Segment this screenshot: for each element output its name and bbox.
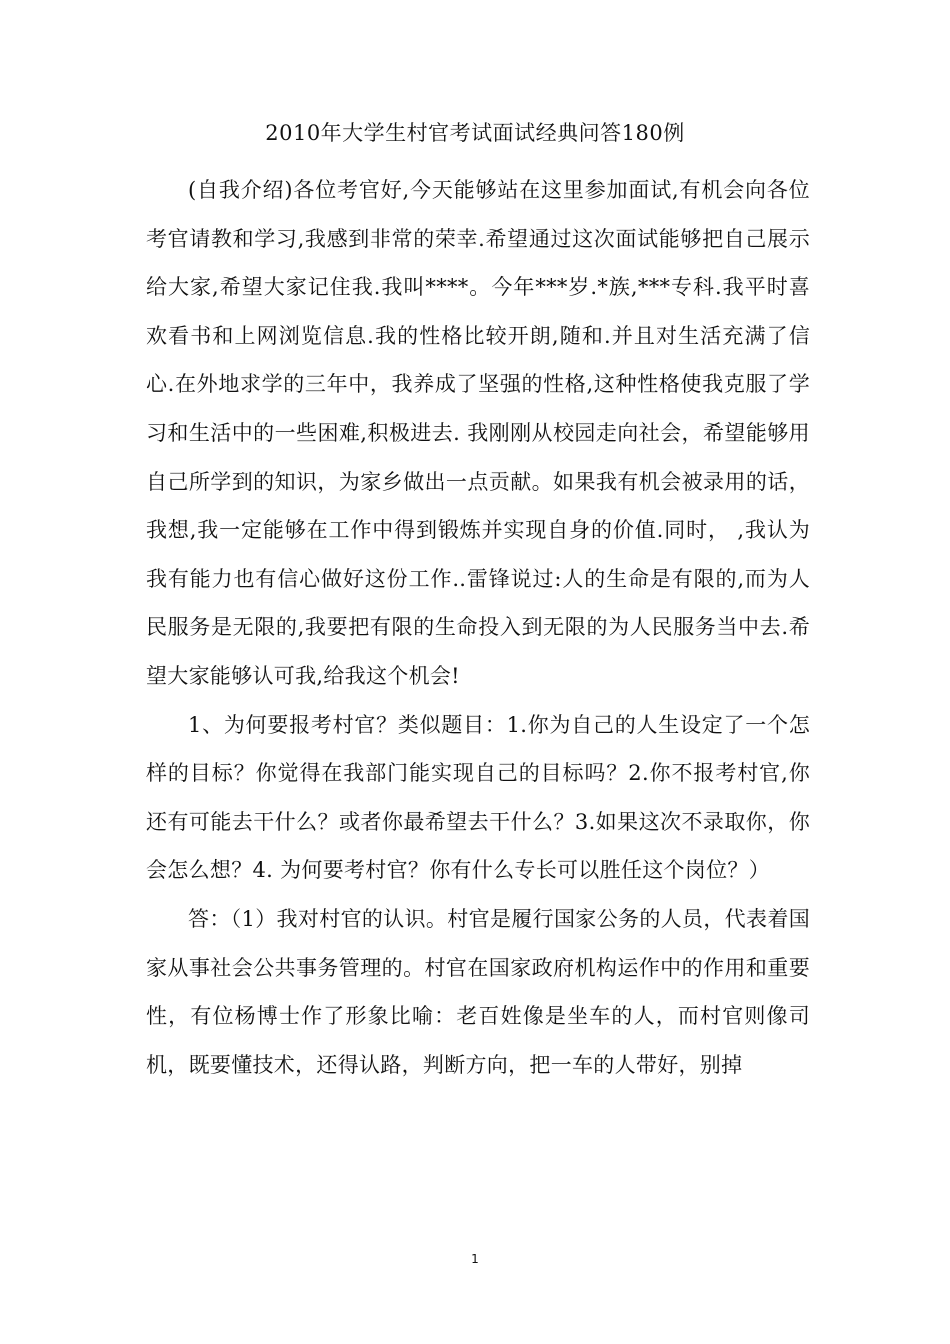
document-title: 2010年大学生村官考试面试经典问答180例 — [265, 121, 685, 145]
paragraph-answer-1: 答：（1）我对村官的认识。村官是履行国家公务的人员，代表着国家从事社会公共事务管理的。村官在国家政府机构运作中的作用和重要性，有位杨博士作了形象比喻：老百姓像是坐车的人，而村官则像司机，既要懂技术，还得认路，判断方向，把一车的人带好，别掉 — [146, 906, 810, 1077]
page-number: 1 — [471, 1252, 479, 1266]
paragraph-question-1: 1、为何要报考村官？类似题目：1.你为自己的人生设定了一个怎样的目标？你觉得在我部门能实现自己的目标吗？2.你不报考村官,你还有可能去干什么？或者你最希望去干什么？3.如果这次不录取你，你会怎么想？4. 为何要考村官？你有什么专长可以胜任这个岗位？） — [146, 712, 810, 883]
document-body — [146, 166, 810, 1089]
paragraph-self-introduction: (自我介绍)各位考官好,今天能够站在这里参加面试,有机会向各位考官请教和学习,我感到非常的荣幸.希望通过这次面试能够把自己展示给大家,希望大家记住我.我叫****。今年***岁.*族,***专科.我平时喜欢看书和上网浏览信息.我的性格比较开朗,随和.并且对生活充满了信心.在外地求学的三年中，我养成了坚强的性格,这种性格使我克服了学习和生活中的一些困难,积极进去. 我刚刚从校园走向社会，希望能够用自己所学到的知识，为家乡做出一点贡献。如果我有机会被录用的话，我想,我一定能够在工作中得到锻炼并实现自身的价值.同时， ,我认为我有能力也有信心做好这份工作..雷锋说过:人的生命是有限的,而为人民服务是无限的,我要把有限的生命投入到无限的为人民服务当中去.希望大家能够认可我,给我这个机会! — [146, 178, 810, 688]
